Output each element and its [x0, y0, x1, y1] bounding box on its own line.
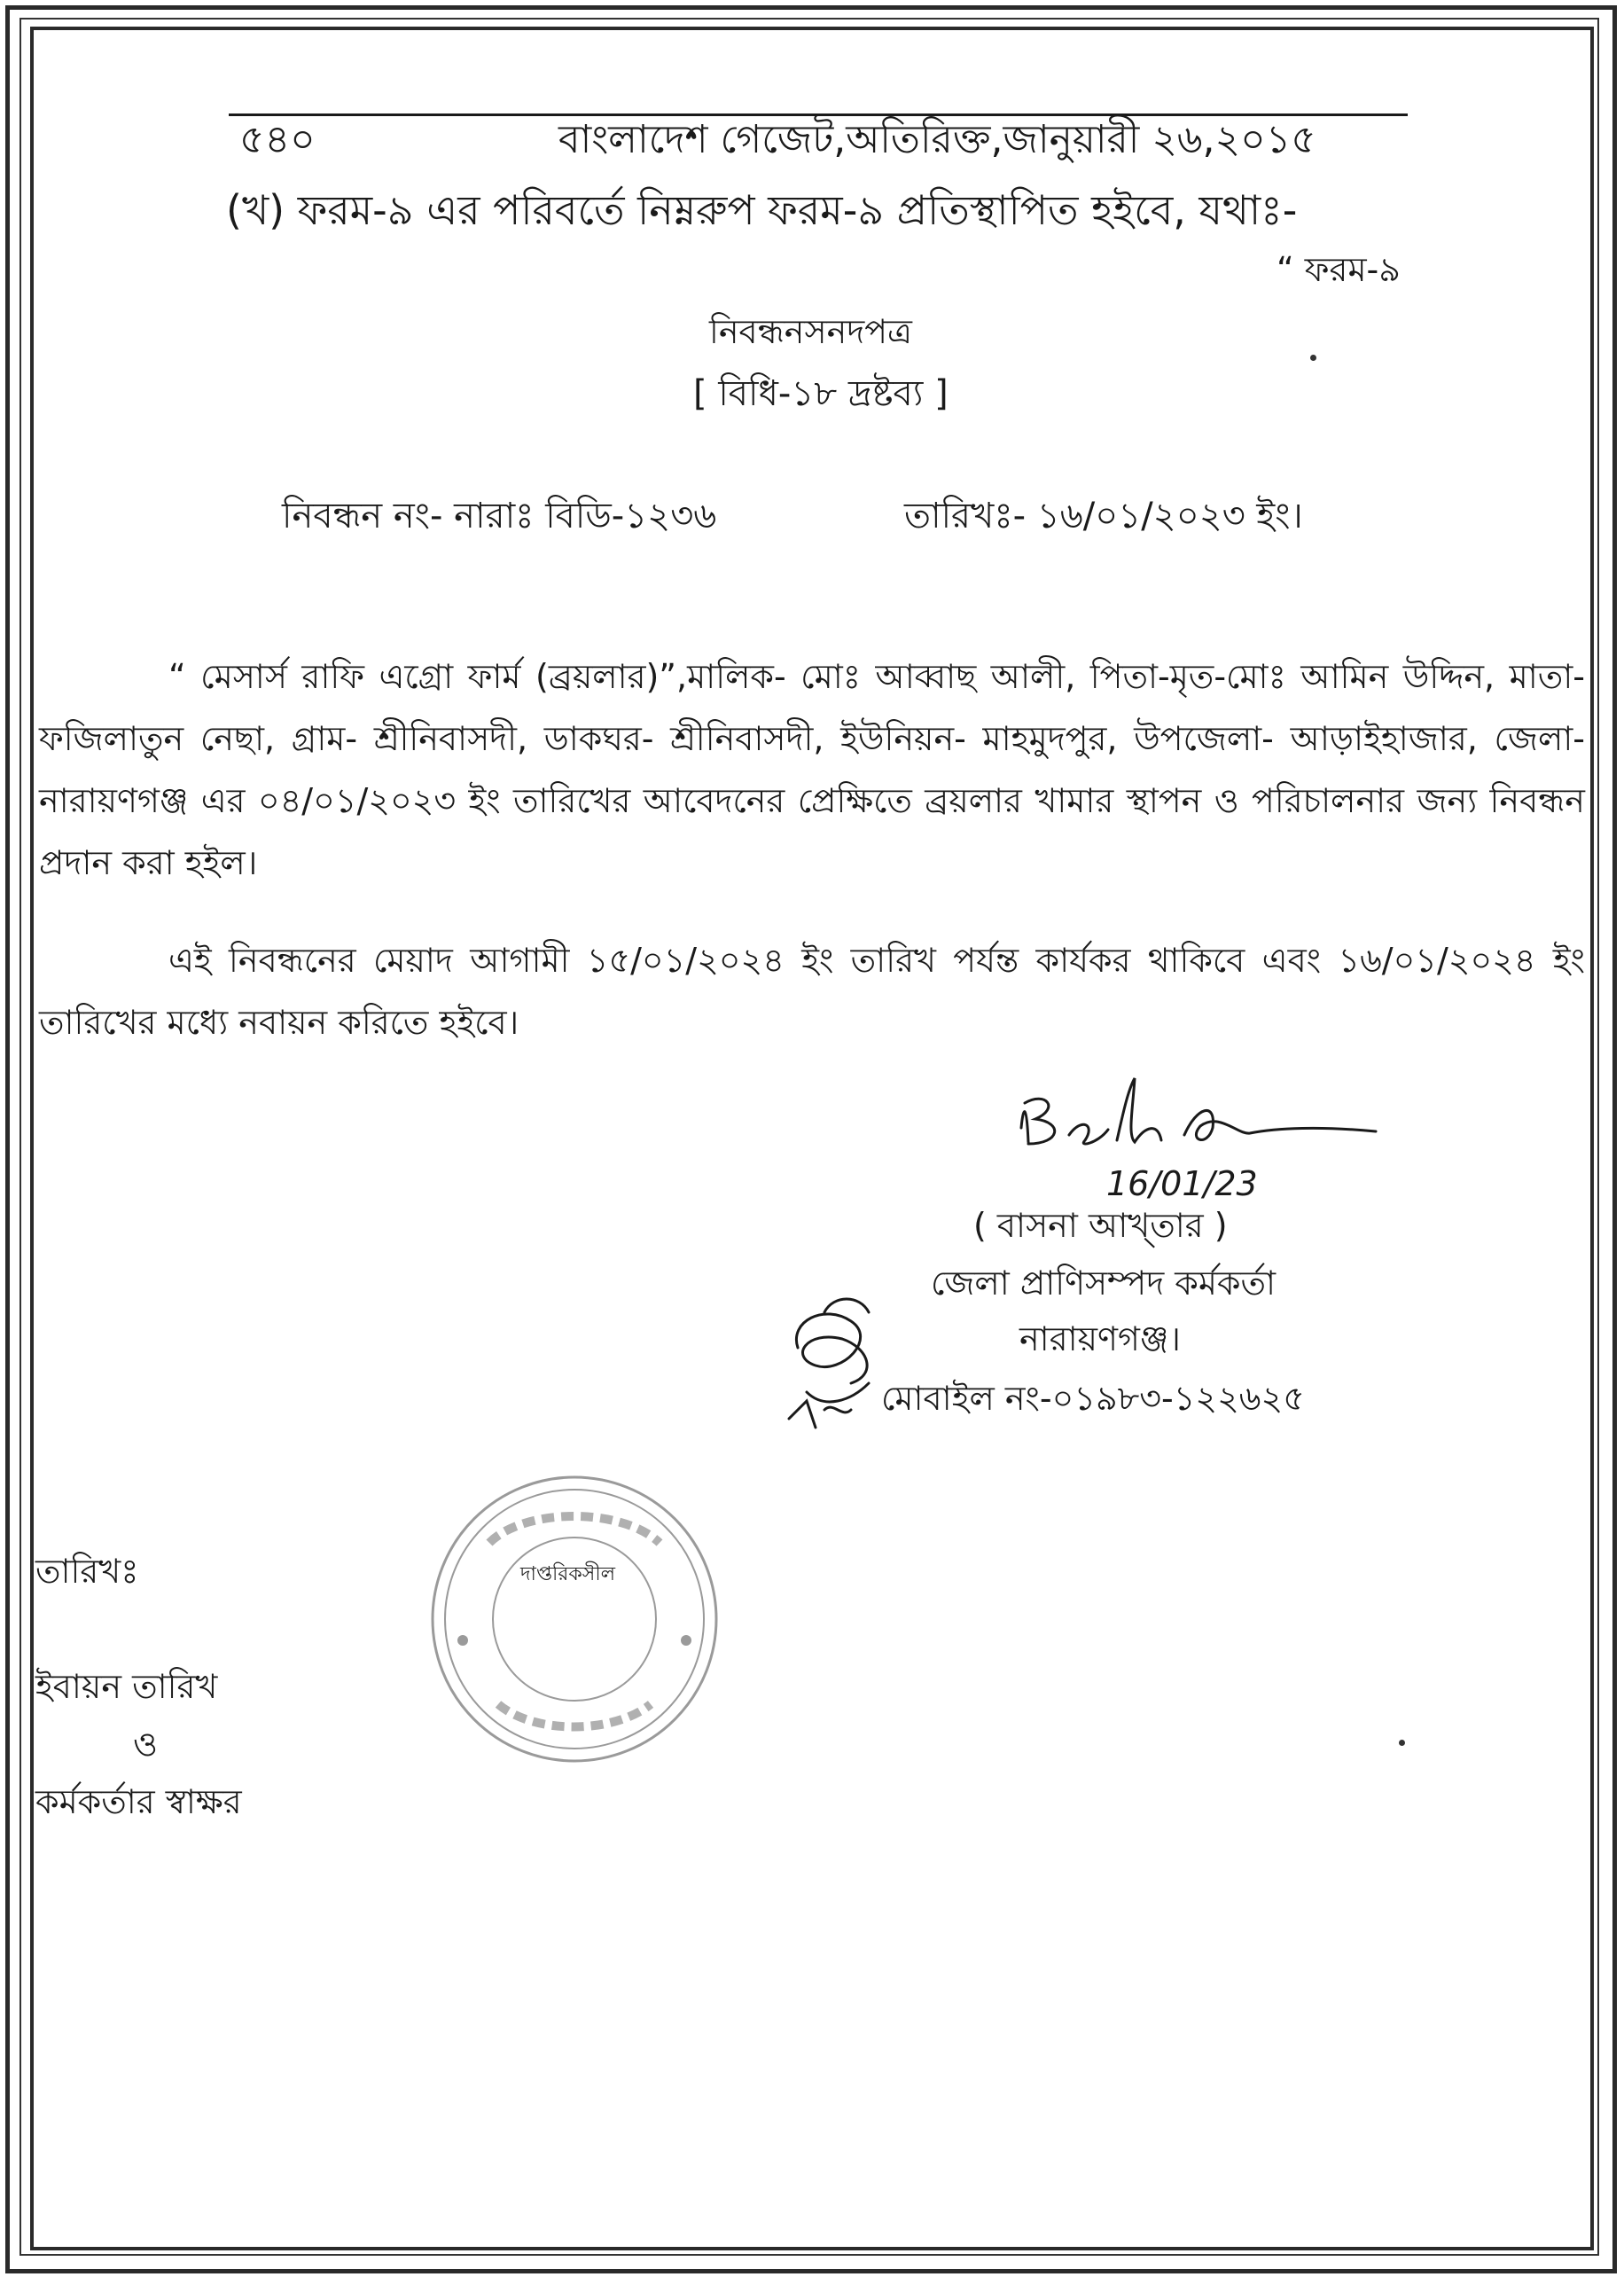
footer-renewal-date-label: ইবায়ন তারিখ — [35, 1667, 218, 1706]
office-seal — [427, 1472, 722, 1766]
registration-paragraph: “ মেসার্স রাফি এগ্রো ফার্ম (ব্রয়লার)”,মালিক- মোঃ আব্বাছ আলী, পিতা-মৃত-মোঃ আমিন উদ্দিন, মাতা- ফজিলাতুন নেছা, গ্রাম- শ্রীনিবাসদী, ডাকঘর- শ্রীনিবাসদী, ইউনিয়ন- মাহমুদপুর, উপজেলা- আড়াইহাজার, জেলা- নারায়ণগঞ্জ এর ০৪/০১/২০২৩ ইং তারিখের আবেদনের প্রেক্ষিতে ব্রয়লার খামার স্থাপন ও পরিচালনার জন্য নিবন্ধন প্রদান করা হইল। — [39, 657, 1585, 882]
footer-officer-signature-label: কর্মকর্তার স্বাক্ষর — [35, 1782, 242, 1821]
gazette-title: বাংলাদেশ গেজেট,অতিরিক্ত,জানুয়ারী ২৬,২০১৫ — [558, 117, 1316, 162]
initials-scribble — [771, 1268, 904, 1445]
form-replacement-note: (খ) ফরম-৯ এর পরিবর্তে নিম্নরুপ ফরম-৯ প্রতিস্থাপিত হইবে, যথাঃ- — [226, 186, 1298, 234]
ink-speck — [1310, 355, 1316, 361]
form-tag: “ ফরম-৯ — [1277, 250, 1401, 289]
signature-handwritten-date: 16/01/23 — [1106, 1164, 1258, 1203]
header-underline — [229, 113, 1408, 116]
ink-speck — [1399, 1740, 1405, 1746]
certificate-title: নিবন্ধনসনদপত্র — [709, 312, 912, 351]
officer-signature — [1011, 1073, 1401, 1215]
officer-mobile: মোবাইল নং-০১৯৮৩-১২২৬২৫ — [881, 1379, 1305, 1418]
seal-center-label: দাপ্তরিকসীল — [520, 1563, 616, 1585]
officer-designation: জেলা প্রাণিসম্পদ কর্মকর্তা — [931, 1264, 1277, 1303]
registration-number: নিবন্ধন নং- নারাঃ বিডি-১২৩৬ — [282, 496, 717, 536]
validity-paragraph: এই নিবন্ধনের মেয়াদ আগামী ১৫/০১/২০২৪ ইং তারিখ পর্যন্ত কার্যকর থাকিবে এবং ১৬/০১/২০২৪ ইং তারিখের মধ্যে নবায়ন করিতে হইবে। — [39, 941, 1585, 1042]
officer-name: ( বাসনা আখ্তার ) — [973, 1206, 1228, 1245]
officer-district: নারায়ণগঞ্জ। — [1019, 1319, 1181, 1358]
rule-reference: [ বিধি-১৮ দ্রষ্টব্য ] — [693, 373, 949, 414]
registration-date: তারিখঃ- ১৬/০১/২০২৩ ইং। — [904, 496, 1303, 536]
gazette-page-number: ৫৪০ — [239, 117, 316, 162]
footer-and-label: ও — [133, 1725, 158, 1764]
footer-date-label: তারিখঃ — [35, 1552, 139, 1591]
